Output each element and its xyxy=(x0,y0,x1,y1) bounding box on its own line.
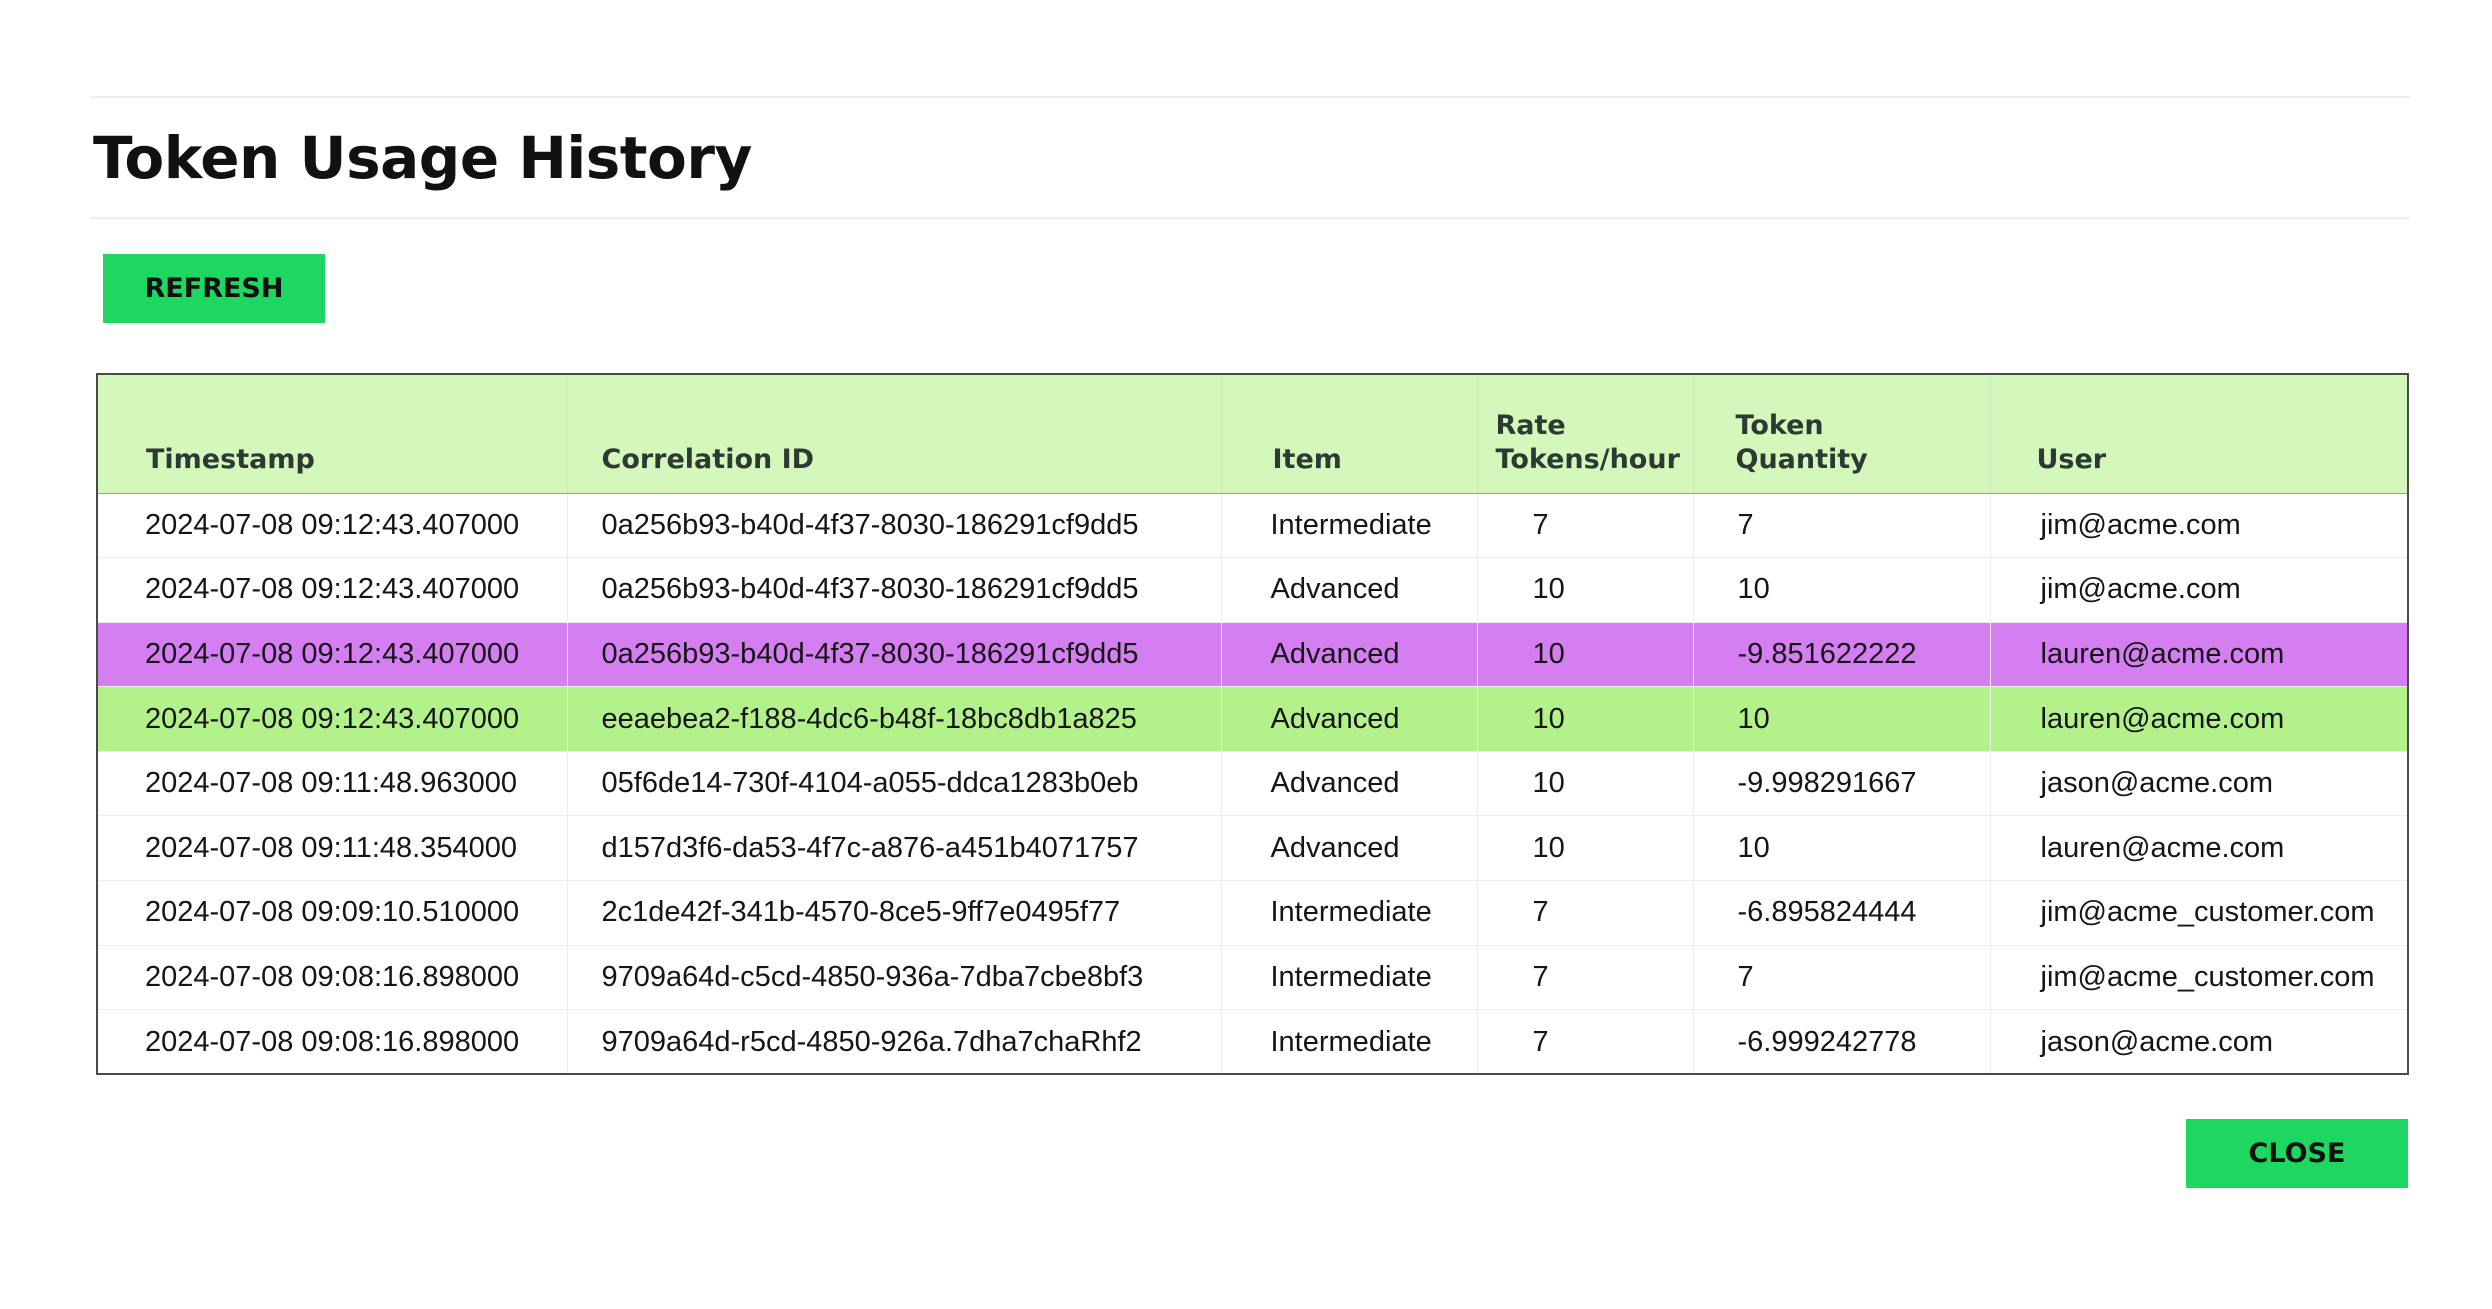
item-cell: Intermediate xyxy=(1221,493,1477,558)
top-divider xyxy=(90,96,2410,98)
table-row[interactable] xyxy=(98,687,2407,752)
quantity-cell: -6.895824444 xyxy=(1693,881,1990,946)
user-cell: jim@acme.com xyxy=(1990,558,2407,623)
rate-cell: 10 xyxy=(1477,687,1693,752)
user-cell: jason@acme.com xyxy=(2040,1025,2274,1058)
user-cell: jim@acme_customer.com xyxy=(1990,945,2407,1010)
correlation-id-cell: 05f6de14-730f-4104-a055-ddca1283b0eb xyxy=(567,751,1221,816)
rate-cell: 10 xyxy=(1477,558,1693,623)
rate-cell: 7 xyxy=(1477,1010,1693,1075)
rate-cell: 7 xyxy=(1477,493,1693,558)
table-row[interactable] xyxy=(98,751,2407,816)
correlation-id-cell: 0a256b93-b40d-4f37-8030-186291cf9dd5 xyxy=(567,622,1221,687)
item-cell: Advanced xyxy=(1221,687,1477,752)
column-header-rate[interactable]: Rate Tokens/hour xyxy=(1477,375,1693,493)
page-title: Token Usage History xyxy=(93,124,752,192)
correlation-id-cell: 2c1de42f-341b-4570-8ce5-9ff7e0495f77 xyxy=(567,881,1221,946)
table-row[interactable] xyxy=(98,945,2407,1010)
quantity-cell: 7 xyxy=(1693,945,1990,1010)
correlation-id-cell: 0a256b93-b40d-4f37-8030-186291cf9dd5 xyxy=(567,558,1221,623)
table-body xyxy=(98,493,2407,1074)
column-header-quantity[interactable]: Token Quantity xyxy=(1693,375,1990,493)
quantity-cell: -9.998291667 xyxy=(1693,751,1990,816)
item-cell: Intermediate xyxy=(1221,1010,1477,1075)
correlation-id-cell: 0a256b93-b40d-4f37-8030-186291cf9dd5 xyxy=(567,493,1221,558)
correlation-id-cell: eeaebea2-f188-4dc6-b48f-18bc8db1a825 xyxy=(567,687,1221,752)
timestamp-cell: 2024-07-08 09:11:48.354000 xyxy=(98,816,567,881)
item-cell: Intermediate xyxy=(1221,881,1477,946)
title-divider xyxy=(90,217,2410,219)
column-header-timestamp[interactable]: Timestamp xyxy=(98,375,567,493)
timestamp-cell: 2024-07-08 09:09:10.510000 xyxy=(98,881,567,946)
rate-cell: 7 xyxy=(1477,881,1693,946)
user-cell: lauren@acme.com xyxy=(1990,816,2407,881)
timestamp-cell: 2024-07-08 09:12:43.407000 xyxy=(98,493,567,558)
timestamp-cell: 2024-07-08 09:08:16.898000 xyxy=(98,1010,567,1075)
timestamp-cell: 2024-07-08 09:08:16.898000 xyxy=(98,945,567,1010)
user-cell: jim@acme_customer.com xyxy=(1990,881,2407,946)
quantity-cell: 10 xyxy=(1693,687,1990,752)
quantity-cell: 7 xyxy=(1693,493,1990,558)
correlation-id-cell: 9709a64d-c5cd-4850-936a-7dba7cbe8bf3 xyxy=(567,945,1221,1010)
rate-cell: 10 xyxy=(1477,622,1693,687)
user-cell: lauren@acme.com xyxy=(1990,622,2407,687)
table-header-row xyxy=(98,375,2407,493)
item-cell: Advanced xyxy=(1221,558,1477,623)
quantity-cell: 10 xyxy=(1693,558,1990,623)
item-cell: Advanced xyxy=(1221,622,1477,687)
item-cell: Intermediate xyxy=(1221,945,1477,1010)
timestamp-cell: 2024-07-08 09:12:43.407000 xyxy=(98,558,567,623)
quantity-cell: -6.999242778 xyxy=(1693,1010,1990,1075)
quantity-cell: 10 xyxy=(1693,816,1990,881)
timestamp-cell: 2024-07-08 09:11:48.963000 xyxy=(98,751,567,816)
correlation-id-cell: 9709a64d-r5cd-4850-926a.7dha7chaRhf2 xyxy=(567,1010,1221,1075)
table-row[interactable] xyxy=(98,816,2407,881)
item-cell: Advanced xyxy=(1221,816,1477,881)
refresh-button[interactable]: REFRESH xyxy=(103,254,325,323)
timestamp-cell: 2024-07-08 09:12:43.407000 xyxy=(98,687,567,752)
table-row[interactable] xyxy=(98,493,2407,558)
token-usage-table xyxy=(96,373,2409,1075)
column-header-user[interactable]: User xyxy=(1990,375,2407,493)
user-cell: jason@acme.com xyxy=(1990,751,2407,816)
timestamp-cell: 2024-07-08 09:12:43.407000 xyxy=(98,622,567,687)
table-row[interactable] xyxy=(98,558,2407,623)
correlation-id-cell: d157d3f6-da53-4f7c-a876-a451b4071757 xyxy=(567,816,1221,881)
column-header-item[interactable]: Item xyxy=(1221,375,1477,493)
rate-cell: 7 xyxy=(1477,945,1693,1010)
rate-cell: 10 xyxy=(1477,816,1693,881)
table-row[interactable] xyxy=(98,622,2407,687)
rate-cell: 10 xyxy=(1477,751,1693,816)
table-row[interactable] xyxy=(98,881,2407,946)
user-cell: jim@acme.com xyxy=(1990,493,2407,558)
close-button[interactable]: CLOSE xyxy=(2186,1119,2408,1188)
table-row[interactable] xyxy=(98,1010,2407,1075)
user-cell: lauren@acme.com xyxy=(1990,687,2407,752)
item-cell: Advanced xyxy=(1221,751,1477,816)
quantity-cell: -9.851622222 xyxy=(1693,622,1990,687)
column-header-correlation-id[interactable]: Correlation ID xyxy=(567,375,1221,493)
